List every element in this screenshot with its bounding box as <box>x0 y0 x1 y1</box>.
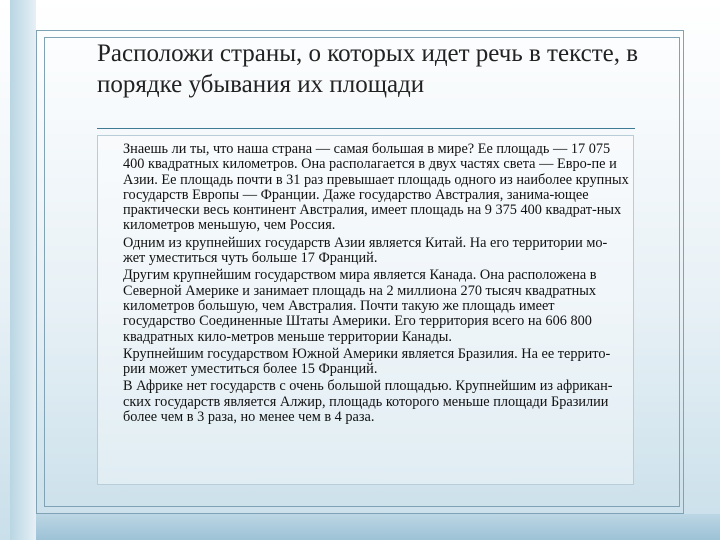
paragraph-china: Одним из крупнейших государств Азии является Китай. На его территории мо-жет уместиться чуть больше 17 Франций. <box>123 234 608 267</box>
bottom-decor-band <box>36 514 720 540</box>
slide-title: Расположи страны, о которых идет речь в тексте, в порядке убывания их площади <box>97 40 639 98</box>
text-box <box>97 135 634 485</box>
paragraph-brazil: Крупнейшим государством Южной Америки является Бразилия. На ее террито-рии может уместиться более 15 Франций. <box>123 345 611 378</box>
title-divider <box>97 128 635 129</box>
left-decor-band <box>10 0 36 540</box>
paragraph-algeria: В Африке нет государств с очень большой площадью. Крупнейшим из африкан-ских государств является Алжир, площадь которого меньше площади Бразилии более чем в 3 раза, но менее чем в 4 раза. <box>123 378 613 426</box>
paragraph-russia: Знаешь ли ты, что наша страна — самая большая в мире? Ее площадь — 17 075 400 квадратных километров. Она располагается в двух частях света — Евро-пе и Азии. Ее площадь почти в 31 раз превышает площадь одного из наиболее крупных государств Европы — Франции. Даже государство Австралия, занима-ющее практически весь континент Австралия, имеет площадь на 9 375 400 квадрат-ных километров меньшую, чем Россия. <box>123 141 629 234</box>
paragraph-canada-usa: Другим крупнейшим государством мира является Канада. Она расположена в Северной Америке и занимает площадь на 2 миллиона 270 тысяч квадратных километров большую, чем Австралия. Почти такую же площадь имеет государство Соединенные Штаты Америки. Его территория всего на 606 800 квадратных кило-метров меньше территории Канады. <box>123 267 597 345</box>
